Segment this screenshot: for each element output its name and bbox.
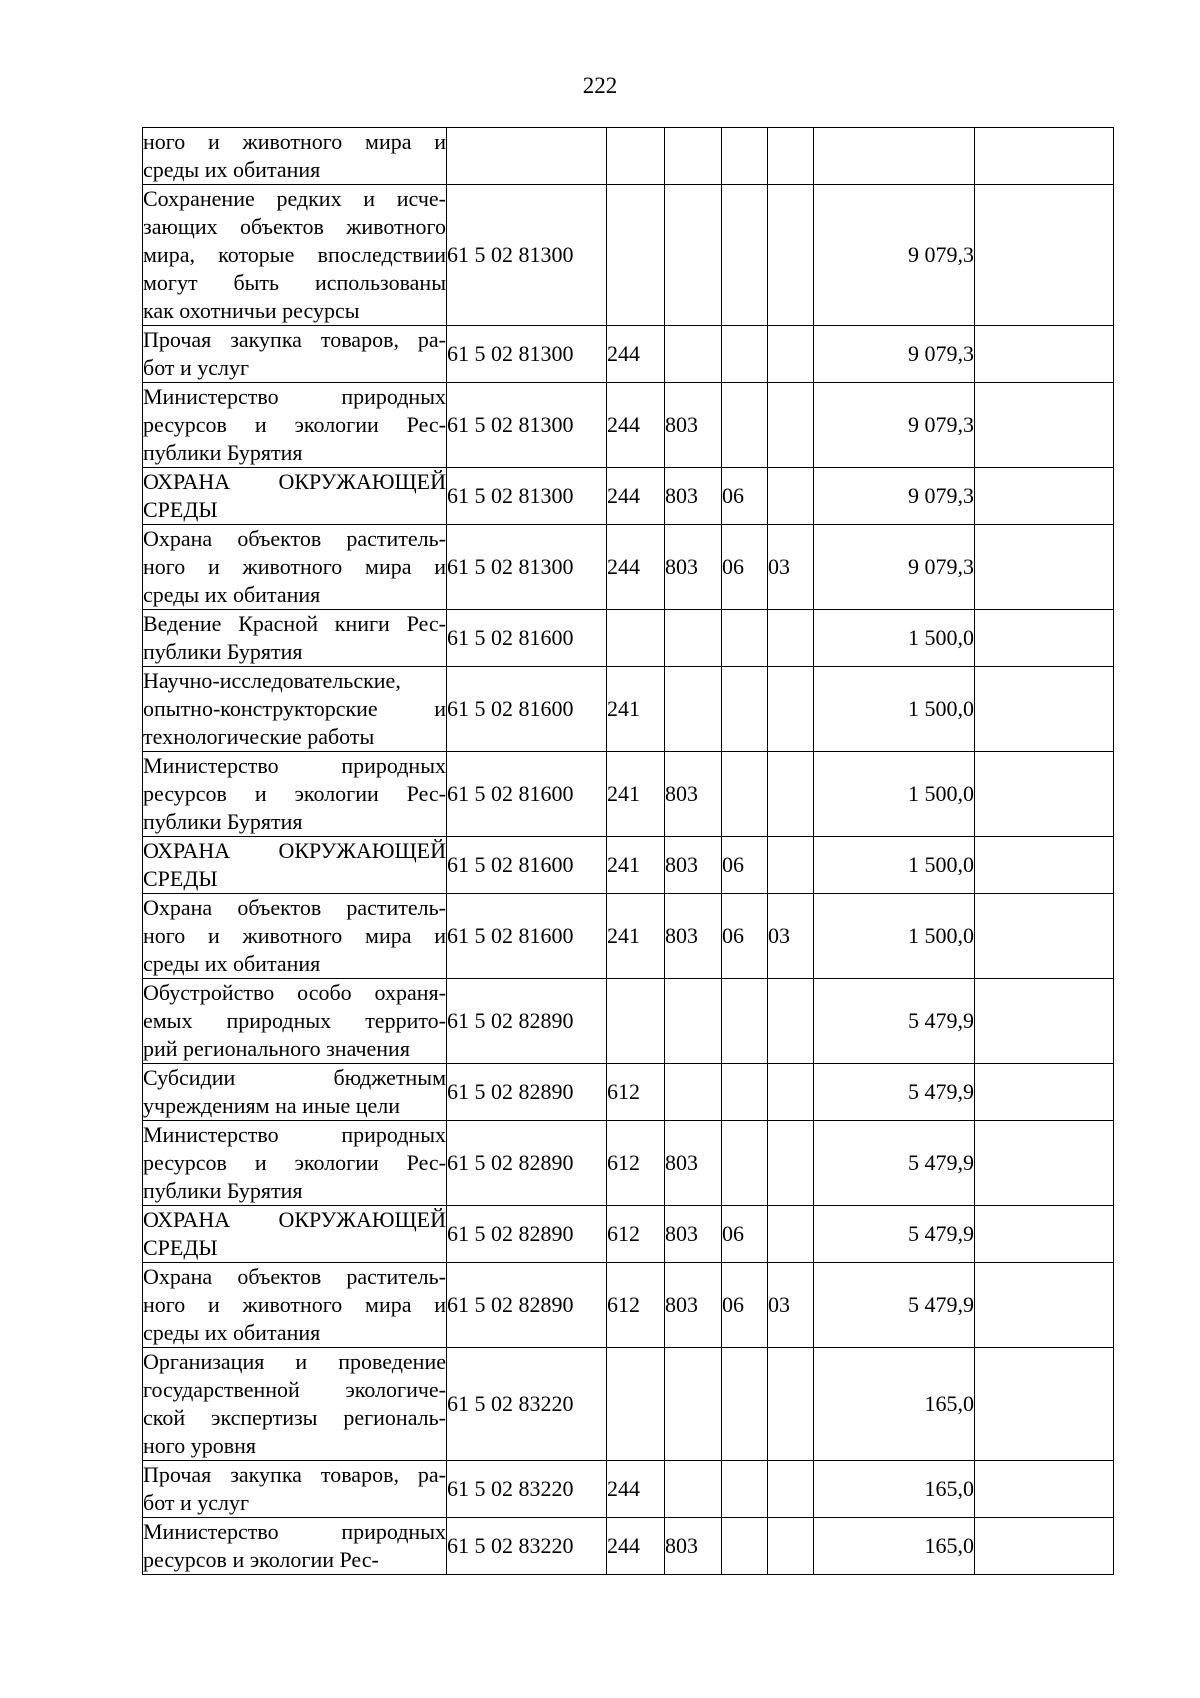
description-line: рий регионального значения [143,1036,410,1061]
subsection-code [768,128,814,185]
description-line: ного и животного мира и [143,129,446,154]
section-code [722,752,768,837]
subsection-code [768,979,814,1064]
target-article-code: 61 5 02 81300 [447,326,607,383]
table-row [143,1518,1114,1575]
ministry-code [665,1461,722,1518]
description-line: ного уровня [143,1433,257,1458]
expense-type-code: 244 [607,1518,665,1575]
table-row [143,1064,1114,1121]
description-line: ской экспертизы региональ- [143,1405,446,1430]
description-line: учреждениям на иные цели [143,1093,400,1118]
amount [814,128,975,185]
table-row [143,185,1114,326]
description-line: среды их обитания [143,1320,321,1345]
description-line: ресурсов и экологии Рес- [143,1150,446,1175]
amount: 5 479,9 [814,979,975,1064]
expense-type-code: 241 [607,752,665,837]
amount: 9 079,3 [814,383,975,468]
section-code [722,1121,768,1206]
amount: 165,0 [814,1518,975,1575]
empty-column [975,894,1114,979]
row-description [143,752,447,837]
ministry-code: 803 [665,525,722,610]
row-description [143,1518,447,1575]
section-code [722,667,768,752]
table-row [143,128,1114,185]
ministry-code: 803 [665,1518,722,1575]
amount: 1 500,0 [814,894,975,979]
empty-column [975,1348,1114,1461]
description-line: могут быть использованы [143,270,446,295]
table-body [143,128,1114,1575]
expense-type-code: 612 [607,1263,665,1348]
row-description [143,468,447,525]
ministry-code: 803 [665,468,722,525]
subsection-code [768,1121,814,1206]
table-row [143,1263,1114,1348]
description-line: публики Бурятия [143,639,303,664]
row-description [143,1263,447,1348]
row-description [143,1064,447,1121]
empty-column [975,1121,1114,1206]
expense-type-code: 612 [607,1121,665,1206]
expense-type-code: 241 [607,894,665,979]
amount: 5 479,9 [814,1121,975,1206]
section-code: 06 [722,525,768,610]
description-line: ресурсов и экологии Рес- [143,412,446,437]
subsection-code [768,326,814,383]
description-line: Обустройство особо охраня- [143,980,446,1005]
amount: 9 079,3 [814,185,975,326]
subsection-code [768,383,814,468]
target-article-code: 61 5 02 81300 [447,185,607,326]
amount: 1 500,0 [814,837,975,894]
target-article-code: 61 5 02 81600 [447,610,607,667]
subsection-code [768,185,814,326]
row-description [143,1461,447,1518]
target-article-code: 61 5 02 82890 [447,1263,607,1348]
description-line: ного и животного мира и [143,554,446,579]
row-description [143,383,447,468]
subsection-code [768,1348,814,1461]
description-line: бот и услуг [143,1490,250,1515]
section-code: 06 [722,894,768,979]
description-line: ОХРАНА ОКРУЖАЮЩЕЙ [143,838,446,863]
row-description [143,979,447,1064]
description-line: публики Бурятия [143,809,303,834]
expense-type-code [607,185,665,326]
target-article-code: 61 5 02 81300 [447,525,607,610]
row-description [143,128,447,185]
row-description [143,667,447,752]
subsection-code [768,1064,814,1121]
table-row [143,383,1114,468]
expense-type-code: 244 [607,1461,665,1518]
description-line: Прочая закупка товаров, ра- [143,327,446,352]
section-code [722,1461,768,1518]
target-article-code: 61 5 02 83220 [447,1348,607,1461]
expense-type-code: 241 [607,837,665,894]
subsection-code [768,1206,814,1263]
description-line: публики Бурятия [143,440,303,465]
section-code [722,185,768,326]
target-article-code: 61 5 02 83220 [447,1461,607,1518]
row-description [143,1348,447,1461]
empty-column [975,383,1114,468]
section-code [722,128,768,185]
amount: 5 479,9 [814,1263,975,1348]
row-description [143,894,447,979]
description-line: ного и животного мира и [143,923,446,948]
description-line: ОХРАНА ОКРУЖАЮЩЕЙ [143,1207,446,1232]
description-line: мира, которые впоследствии [143,242,446,267]
table-row [143,1206,1114,1263]
target-article-code: 61 5 02 82890 [447,1121,607,1206]
description-line: ного и животного мира и [143,1292,446,1317]
description-line: ресурсов и экологии Рес- [143,781,446,806]
description-line: Ведение Красной книги Рес- [143,611,446,636]
target-article-code: 61 5 02 81600 [447,894,607,979]
empty-column [975,128,1114,185]
empty-column [975,1518,1114,1575]
ministry-code: 803 [665,1121,722,1206]
amount: 5 479,9 [814,1206,975,1263]
section-code [722,1348,768,1461]
table-row [143,894,1114,979]
section-code: 06 [722,1263,768,1348]
amount: 9 079,3 [814,525,975,610]
ministry-code: 803 [665,894,722,979]
subsection-code: 03 [768,894,814,979]
subsection-code [768,1461,814,1518]
subsection-code [768,1518,814,1575]
description-line: Охрана объектов раститель- [143,526,446,551]
target-article-code: 61 5 02 81300 [447,468,607,525]
description-line: зающих объектов животного [143,214,446,239]
amount: 165,0 [814,1348,975,1461]
section-code [722,326,768,383]
description-line: Субсидии бюджетным [143,1065,446,1090]
description-line: среды их обитания [143,582,321,607]
subsection-code: 03 [768,1263,814,1348]
row-description [143,525,447,610]
target-article-code: 61 5 02 83220 [447,1518,607,1575]
table-row [143,610,1114,667]
empty-column [975,185,1114,326]
target-article-code: 61 5 02 82890 [447,1206,607,1263]
expense-type-code: 241 [607,667,665,752]
target-article-code [447,128,607,185]
empty-column [975,667,1114,752]
description-line: бот и услуг [143,355,250,380]
table-row [143,326,1114,383]
section-code: 06 [722,837,768,894]
empty-column [975,1461,1114,1518]
empty-column [975,752,1114,837]
amount: 9 079,3 [814,468,975,525]
row-description [143,326,447,383]
subsection-code [768,667,814,752]
description-line: СРЕДЫ [143,497,218,522]
subsection-code [768,468,814,525]
table-row [143,837,1114,894]
empty-column [975,1263,1114,1348]
description-line: Охрана объектов раститель- [143,1264,446,1289]
section-code: 06 [722,1206,768,1263]
budget-table [142,127,1114,1575]
row-description [143,1206,447,1263]
section-code [722,610,768,667]
description-line: емых природных террито- [143,1008,446,1033]
description-line: Прочая закупка товаров, ра- [143,1462,446,1487]
subsection-code [768,610,814,667]
table-row [143,468,1114,525]
expense-type-code: 244 [607,383,665,468]
empty-column [975,837,1114,894]
amount: 9 079,3 [814,326,975,383]
description-line: опытно-конструкторские и [143,696,446,721]
description-line: ресурсов и экологии Рес- [143,1547,379,1572]
description-line: Организация и проведение [143,1349,446,1374]
section-code [722,383,768,468]
description-line: Министерство природных [143,753,446,778]
amount: 1 500,0 [814,752,975,837]
table-row [143,979,1114,1064]
table-row [143,667,1114,752]
target-article-code: 61 5 02 81300 [447,383,607,468]
description-line: как охотничьи ресурсы [143,298,360,323]
ministry-code: 803 [665,383,722,468]
expense-type-code: 612 [607,1064,665,1121]
empty-column [975,1206,1114,1263]
description-line: ОХРАНА ОКРУЖАЮЩЕЙ [143,469,446,494]
description-line: СРЕДЫ [143,866,218,891]
description-line: Научно-исследовательские, [143,668,401,693]
expense-type-code [607,1348,665,1461]
empty-column [975,1064,1114,1121]
expense-type-code [607,610,665,667]
description-line: Министерство природных [143,384,446,409]
ministry-code: 803 [665,1263,722,1348]
description-line: среды их обитания [143,157,321,182]
expense-type-code: 244 [607,525,665,610]
description-line: Министерство природных [143,1122,446,1147]
table-row [143,1121,1114,1206]
subsection-code [768,752,814,837]
ministry-code [665,1064,722,1121]
amount: 5 479,9 [814,1064,975,1121]
table-row [143,525,1114,610]
empty-column [975,525,1114,610]
ministry-code [665,1348,722,1461]
table-row [143,752,1114,837]
section-code [722,1064,768,1121]
row-description [143,1121,447,1206]
ministry-code: 803 [665,752,722,837]
ministry-code [665,185,722,326]
expense-type-code [607,128,665,185]
expense-type-code: 612 [607,1206,665,1263]
amount: 1 500,0 [814,667,975,752]
page-number: 222 [582,73,618,98]
empty-column [975,610,1114,667]
description-line: Министерство природных [143,1519,446,1544]
expense-type-code: 244 [607,468,665,525]
ministry-code [665,128,722,185]
target-article-code: 61 5 02 81600 [447,752,607,837]
table-row [143,1348,1114,1461]
subsection-code [768,837,814,894]
description-line: государственной экологиче- [143,1377,446,1402]
ministry-code: 803 [665,837,722,894]
empty-column [975,979,1114,1064]
ministry-code [665,979,722,1064]
row-description [143,837,447,894]
target-article-code: 61 5 02 81600 [447,667,607,752]
section-code [722,979,768,1064]
description-line: СРЕДЫ [143,1235,218,1260]
empty-column [975,468,1114,525]
subsection-code: 03 [768,525,814,610]
target-article-code: 61 5 02 81600 [447,837,607,894]
section-code [722,1518,768,1575]
ministry-code [665,326,722,383]
target-article-code: 61 5 02 82890 [447,979,607,1064]
expense-type-code [607,979,665,1064]
expense-type-code: 244 [607,326,665,383]
description-line: Сохранение редких и исче- [143,186,446,211]
description-line: технологические работы [143,724,375,749]
ministry-code [665,667,722,752]
section-code: 06 [722,468,768,525]
row-description [143,185,447,326]
description-line: Охрана объектов раститель- [143,895,446,920]
description-line: публики Бурятия [143,1178,303,1203]
amount: 165,0 [814,1461,975,1518]
target-article-code: 61 5 02 82890 [447,1064,607,1121]
amount: 1 500,0 [814,610,975,667]
ministry-code [665,610,722,667]
empty-column [975,326,1114,383]
ministry-code: 803 [665,1206,722,1263]
row-description [143,610,447,667]
description-line: среды их обитания [143,951,321,976]
table-row [143,1461,1114,1518]
